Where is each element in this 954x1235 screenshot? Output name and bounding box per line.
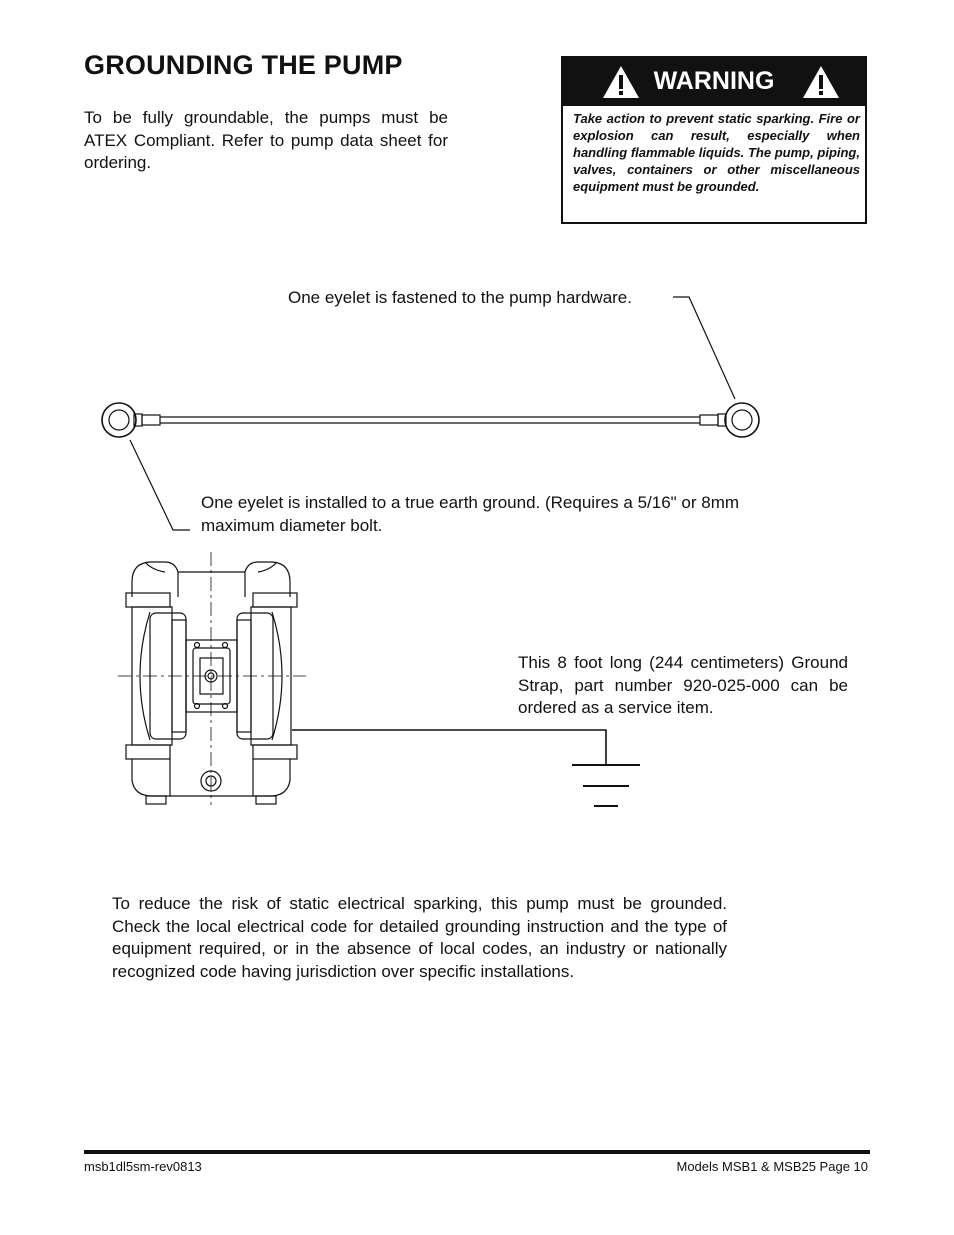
footer-page-label: Models MSB1 & MSB25 Page 10 xyxy=(676,1159,868,1174)
leader-line-earth xyxy=(130,440,190,530)
caption-earth-eyelet: One eyelet is installed to a true earth ground. (Requires a 5/16" or 8mm maximum diameter bolt. xyxy=(201,493,740,535)
footer-doc-id: msb1dl5sm-rev0813 xyxy=(84,1159,202,1174)
footer-divider xyxy=(84,1150,870,1154)
warning-title: WARNING xyxy=(653,67,775,95)
pump-drawing xyxy=(118,552,306,805)
ground-wire xyxy=(292,730,606,764)
caption-ground-strap: This 8 foot long (244 centimeters) Ground Strap, part number 920-025-000 can be ordered as a service item. xyxy=(518,653,848,717)
leader-line-pump xyxy=(673,297,735,399)
earth-ground-icon xyxy=(572,765,640,806)
warning-text: Take action to prevent static sparking. Fire or explosion can result, especially when handling flammable liquids. The pump, piping, valves, containers or other miscellaneous equipment must be grounded. xyxy=(573,111,860,194)
ground-strap xyxy=(102,403,759,437)
page-title: GROUNDING THE PUMP xyxy=(84,50,403,80)
caption-pump-eyelet: One eyelet is fastened to the pump hardware. xyxy=(288,288,632,307)
grounding-instructions: To reduce the risk of static electrical sparking, this pump must be grounded. Check the local electrical code for detailed grounding instruction and the type of equipment required, or in the absence of local codes, an industry or nationally recognized code having jurisdiction over specific installations. xyxy=(112,894,727,981)
intro-text: To be fully groundable, the pumps must be ATEX Compliant. Refer to pump data sheet for ordering. xyxy=(84,108,448,172)
